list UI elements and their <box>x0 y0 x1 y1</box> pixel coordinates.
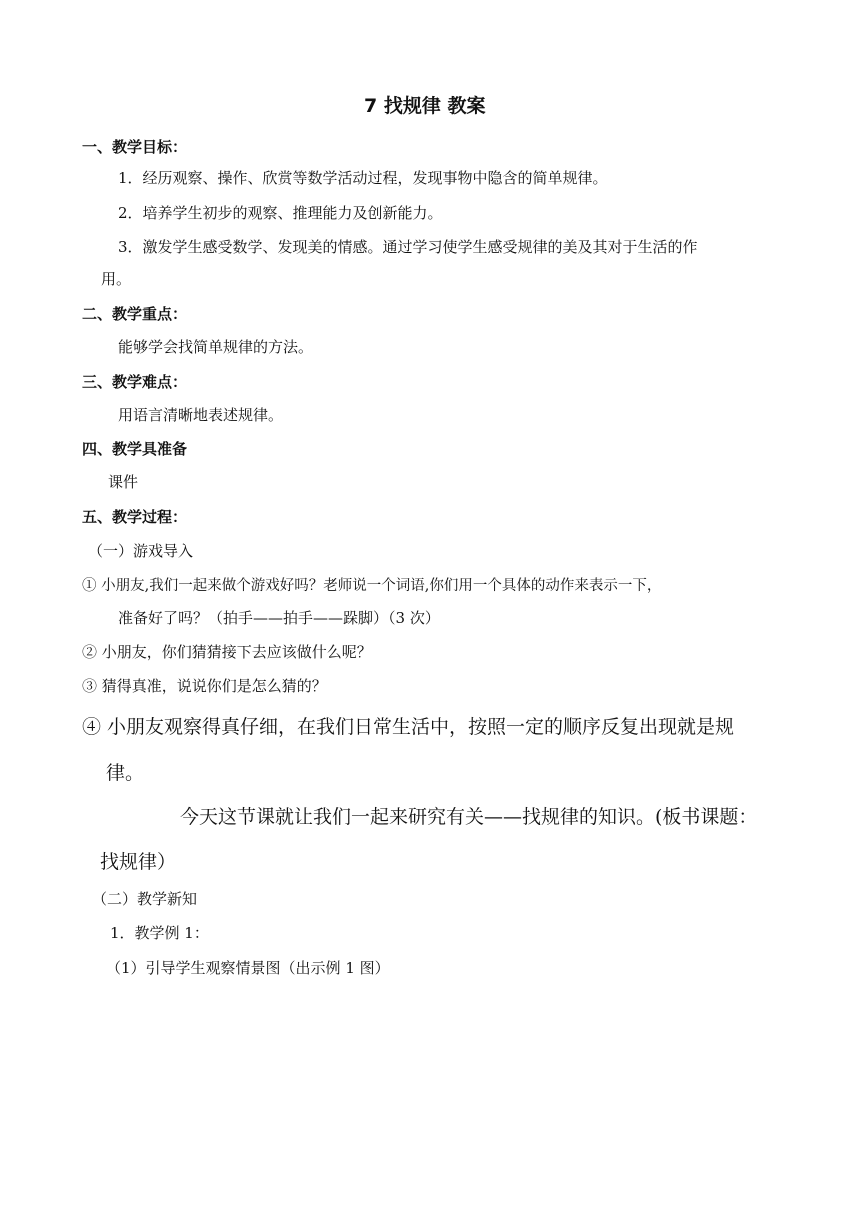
process-heading: 五、教学过程： <box>82 508 188 526</box>
summary-line2: 找规律） <box>100 851 177 873</box>
example1-sub: （1）引导学生观察情景图（出示例 1 图） <box>106 959 390 977</box>
difficulties-text: 用语言清晰地表述规律。 <box>118 406 284 424</box>
step3-text: ③ 猜得真准，说说你们是怎么猜的？ <box>82 677 327 695</box>
step2-text: ② 小朋友，你们猜猜接下去应该做什么呢？ <box>82 643 372 661</box>
key-points-heading: 二、教学重点： <box>82 305 188 323</box>
step1-line2: 准备好了吗？（拍手——拍手——跺脚）（3 次） <box>118 609 440 627</box>
part2-title: （二）教学新知 <box>92 890 198 908</box>
difficulties-heading: 三、教学难点： <box>82 373 188 391</box>
summary-line1: 今天这节课就让我们一起来研究有关——找规律的知识。(板书课题： <box>180 806 758 828</box>
goal-item-3-cont: 用。 <box>101 270 132 288</box>
tools-heading: 四、教学具准备 <box>82 440 188 458</box>
goals-heading: 一、教学目标： <box>82 138 188 156</box>
document-title: 7 找规律 教案 <box>364 95 486 117</box>
part1-title: （一）游戏导入 <box>88 542 194 560</box>
step1-line1: ① 小朋友,我们一起来做个游戏好吗？老师说一个词语,你们用一个具体的动作来表示一下， <box>82 578 662 594</box>
key-points-text: 能够学会找简单规律的方法。 <box>118 338 314 356</box>
example1-title: 1．教学例 1： <box>110 924 209 942</box>
goal-item-3: 3．激发学生感受数学、发现美的情感。通过学习使学生感受规律的美及其对于生活的作 <box>118 238 698 256</box>
goal-item-1: 1．经历观察、操作、欣赏等数学活动过程，发现事物中隐含的简单规律。 <box>118 169 608 187</box>
tools-text: 课件 <box>108 473 139 491</box>
goal-item-2: 2．培养学生初步的观察、推理能力及创新能力。 <box>118 204 443 222</box>
step4-line1: ④ 小朋友观察得真仔细，在我们日常生活中，按照一定的顺序反复出现就是规 <box>82 716 735 738</box>
step4-line2: 律。 <box>106 762 145 784</box>
